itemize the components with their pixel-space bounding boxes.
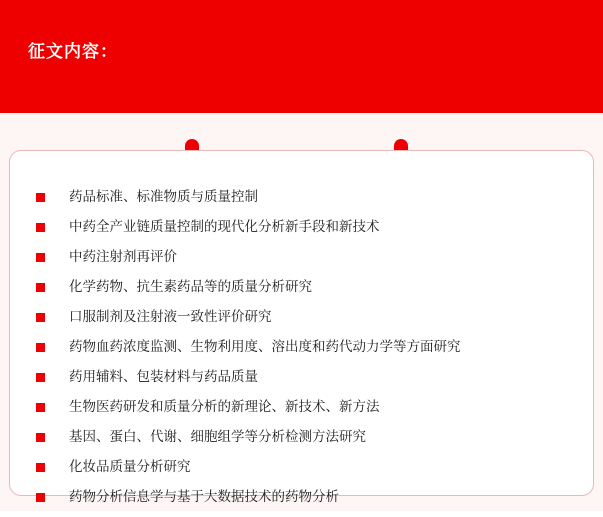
square-bullet-icon [36, 223, 45, 232]
list-item [32, 397, 571, 427]
list-item-label: 口服制剂及注射液一致性评价研究 [69, 309, 272, 324]
square-bullet-icon [36, 193, 45, 202]
square-bullet-icon [36, 463, 45, 472]
list-item [32, 487, 571, 517]
list-item-label: 中药注射剂再评价 [69, 249, 177, 264]
square-bullet-icon [36, 403, 45, 412]
page-title: 征文内容： [28, 42, 118, 61]
list-item [32, 307, 571, 337]
topic-list [10, 187, 593, 517]
list-item [32, 427, 571, 457]
square-bullet-icon [36, 433, 45, 442]
square-bullet-icon [36, 373, 45, 382]
list-item-label: 药用辅料、包装材料与药品质量 [69, 369, 258, 384]
content-card [9, 150, 594, 504]
square-bullet-icon [36, 493, 45, 502]
list-item [32, 187, 571, 217]
top-banner [0, 0, 603, 113]
list-item [32, 247, 571, 277]
list-item [32, 367, 571, 397]
list-item-label: 化妆品质量分析研究 [69, 459, 191, 474]
list-item-label: 药物分析信息学与基于大数据技术的药物分析 [69, 489, 339, 504]
list-item [32, 217, 571, 247]
list-item-label: 化学药物、抗生素药品等的质量分析研究 [69, 279, 312, 294]
list-item-label: 基因、蛋白、代谢、细胞组学等分析检测方法研究 [69, 429, 366, 444]
list-item-label: 药品标准、标准物质与质量控制 [69, 189, 258, 204]
list-item-label: 药物血药浓度监测、生物利用度、溶出度和药代动力学等方面研究 [69, 339, 461, 354]
square-bullet-icon [36, 313, 45, 322]
square-bullet-icon [36, 253, 45, 262]
list-item [32, 277, 571, 307]
list-item [32, 337, 571, 367]
square-bullet-icon [36, 343, 45, 352]
list-item-label: 中药全产业链质量控制的现代化分析新手段和新技术 [69, 219, 380, 234]
list-item [32, 457, 571, 487]
list-item-label: 生物医药研发和质量分析的新理论、新技术、新方法 [69, 399, 380, 414]
square-bullet-icon [36, 283, 45, 292]
